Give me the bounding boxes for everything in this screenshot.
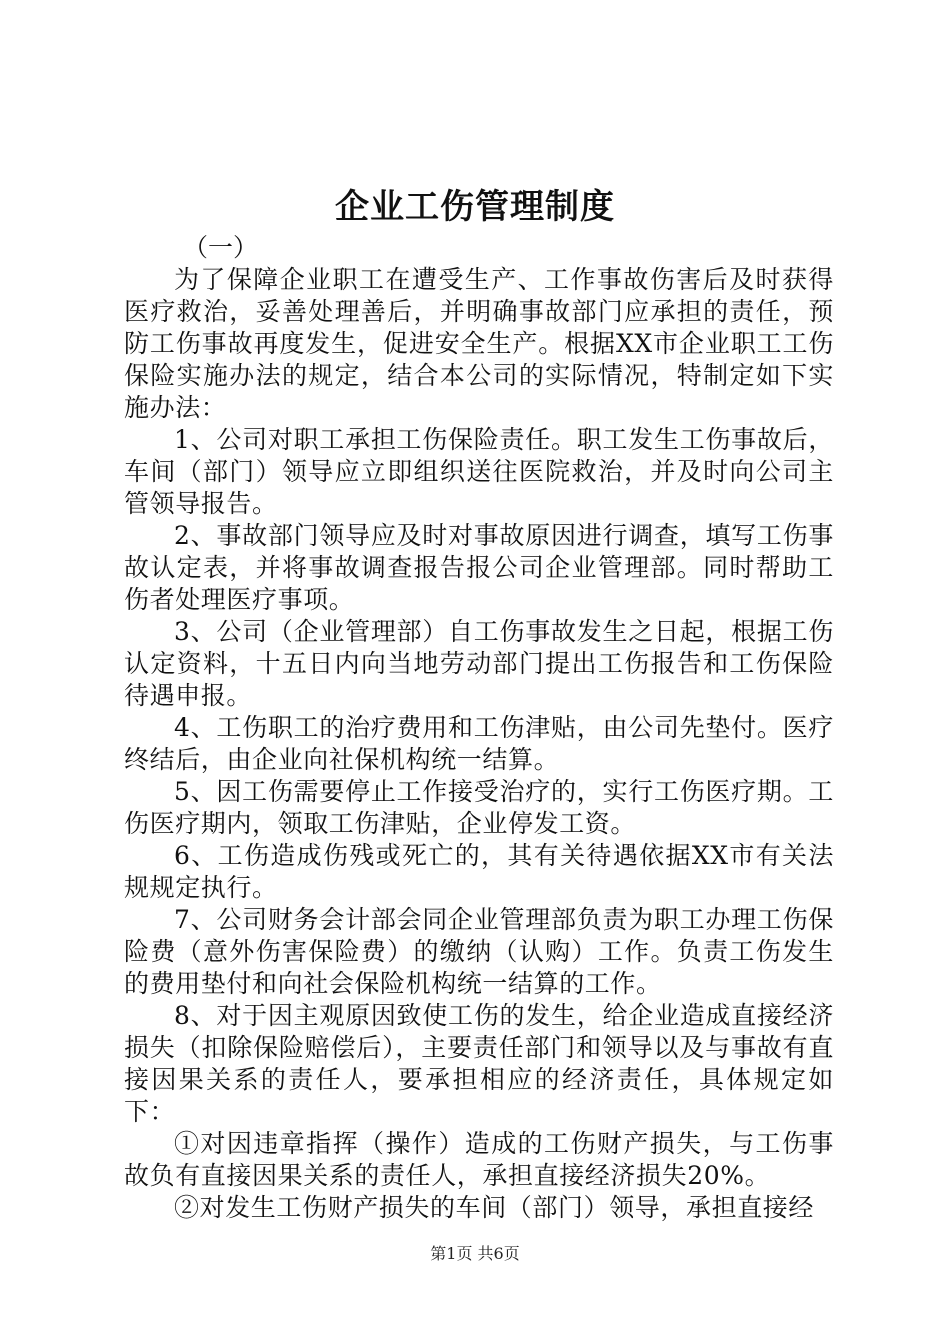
clause-5: 5、因工伤需要停止工作接受治疗的，实行工伤医疗期。工伤医疗期内，领取工伤津贴，企业停发工资。 [124, 777, 834, 838]
clause-8: 8、对于因主观原因致使工伤的发生，给企业造成直接经济损失（扣除保险赔偿后），主要责任部门和领导以及与事故有直接因果关系的责任人，要承担相应的经济责任，具体规定如下： [124, 1001, 834, 1126]
clause-7: 7、公司财务会计部会同企业管理部负责为职工办理工伤保险费（意外伤害保险费）的缴纳（认购）工作。负责工伤发生的费用垫付和向社会保险机构统一结算的工作。 [124, 905, 834, 998]
document-body [124, 264, 834, 1224]
clause-2: 2、事故部门领导应及时对事故原因进行调查，填写工伤事故认定表，并将事故调查报告报公司企业管理部。同时帮助工伤者处理医疗事项。 [124, 521, 834, 614]
intro-paragraph: 为了保障企业职工在遭受生产、工作事故伤害后及时获得医疗救治，妥善处理善后，并明确事故部门应承担的责任，预防工伤事故再度发生，促进安全生产。根据XX市企业职工工伤保险实施办法的规定，结合本公司的实际情况，特制定如下实施办法： [124, 265, 834, 422]
sub-clause-1: ①对因违章指挥（操作）造成的工伤财产损失，与工伤事故负有直接因果关系的责任人，承担直接经济损失20%。 [124, 1129, 834, 1190]
document-title: 企业工伤管理制度 [335, 187, 615, 227]
clause-3: 3、公司（企业管理部）自工伤事故发生之日起，根据工伤认定资料，十五日内向当地劳动部门提出工伤报告和工伤保险待遇申报。 [124, 617, 834, 710]
section-marker: （一） [183, 233, 259, 262]
sub-clause-2: ②对发生工伤财产损失的车间（部门）领导，承担直接经 [174, 1193, 815, 1222]
page-footer: 第1页 共6页 [430, 1244, 520, 1263]
clause-4: 4、工伤职工的治疗费用和工伤津贴，由公司先垫付。医疗终结后，由企业向社保机构统一结算。 [124, 713, 834, 774]
clause-1: 1、公司对职工承担工伤保险责任。职工发生工伤事故后，车间（部门）领导应立即组织送往医院救治，并及时向公司主管领导报告。 [124, 425, 834, 518]
clause-6: 6、工伤造成伤残或死亡的，其有关待遇依据XX市有关法规规定执行。 [124, 841, 834, 902]
